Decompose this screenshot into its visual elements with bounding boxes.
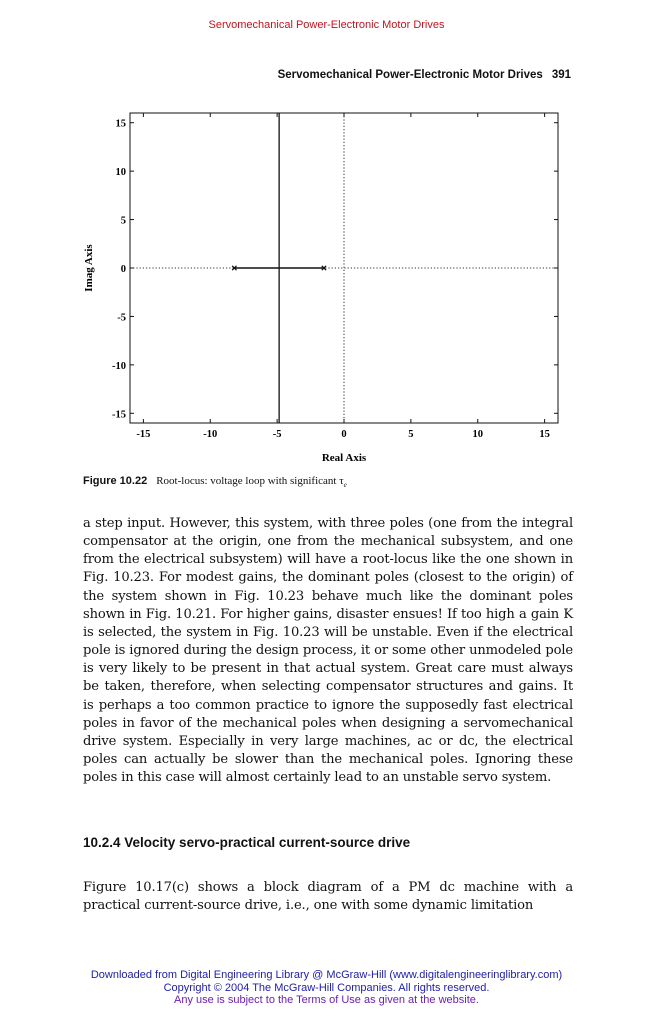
x-tick-label: 10 — [472, 429, 483, 440]
y-tick-label: -15 — [112, 409, 126, 421]
body-paragraph-2: Figure 10.17(c) shows a block diagram of a PM dc machine with a practical current-source drive, i.e., one with some dynamic limitation — [83, 880, 573, 914]
root-locus-plot — [78, 105, 573, 475]
x-tick-label: -5 — [272, 429, 282, 440]
page-number: 391 — [551, 69, 571, 81]
y-tick-label: 10 — [115, 167, 126, 179]
figure-caption-text: Root-locus: voltage loop with significant τ — [156, 475, 344, 487]
root-locus-figure — [78, 105, 573, 475]
body-paragraph-1: a step input. However, this system, with three poles (one from the integral compensator at the origin, one from the mechanical subsystem, and one from the electrical subsystem) will have a root-locus like the one shown in Fig. 10.23. For modest gains, the dominant poles (closest to the origin) of the system shown in Fig. 10.23 behave much like the dominant poles shown in Fig. 10.21. For higher gains, disaster ensues! If too high a gain K is selected, the system in Fig. 10.23 will be unstable. Even if the electrical pole is ignored during the design process, it or some other unmodeled pole is very likely to be present in that actual system. Great care must always be taken, therefore, when selecting compensator structures and gains. It is perhaps a too common practice to ignore the supposedly fast electrical poles in favor of the mechanical poles when designing a servomechanical drive system. Especially in very large machines, ac or dc, the electrical poles can actually be slower than the mechanical poles. Ignoring these poles in this case will almost certainly lead to an unstable servo system. — [83, 516, 573, 786]
footer-terms-line[interactable]: Any use is subject to the Terms of Use as given at the website. — [174, 994, 479, 1006]
x-tick-label: 0 — [341, 429, 347, 440]
figure-caption-subscript: e — [343, 481, 347, 490]
y-axis-label: Imag Axis — [83, 244, 95, 292]
running-title: Servomechanical Power-Electronic Motor Drives — [277, 69, 543, 81]
y-tick-label: 0 — [120, 264, 126, 275]
figure-caption — [83, 475, 347, 489]
footer-copyright-line: Copyright © 2004 The McGraw-Hill Companies. All rights reserved. — [163, 981, 490, 994]
x-axis-label: Real Axis — [321, 452, 367, 464]
section-heading: 10.2.4 Velocity servo-practical current-source drive — [83, 835, 411, 850]
x-tick-label: -10 — [203, 429, 218, 440]
y-tick-label: -10 — [112, 360, 126, 372]
document-banner: Servomechanical Power-Electronic Motor Drives — [208, 19, 445, 31]
x-tick-label: 5 — [408, 429, 414, 440]
y-tick-label: 15 — [115, 118, 126, 130]
running-header — [278, 69, 571, 81]
footer-download-line[interactable]: Downloaded from Digital Engineering Library @ McGraw-Hill (www.digitalengineeringlibrary.com) — [90, 969, 563, 981]
y-tick-label: -5 — [117, 312, 126, 324]
figure-label: Figure 10.22 — [83, 475, 148, 487]
y-tick-label: 5 — [120, 215, 126, 227]
x-tick-label: 15 — [539, 429, 550, 440]
x-tick-label: -15 — [136, 429, 151, 440]
footer — [0, 969, 653, 1007]
